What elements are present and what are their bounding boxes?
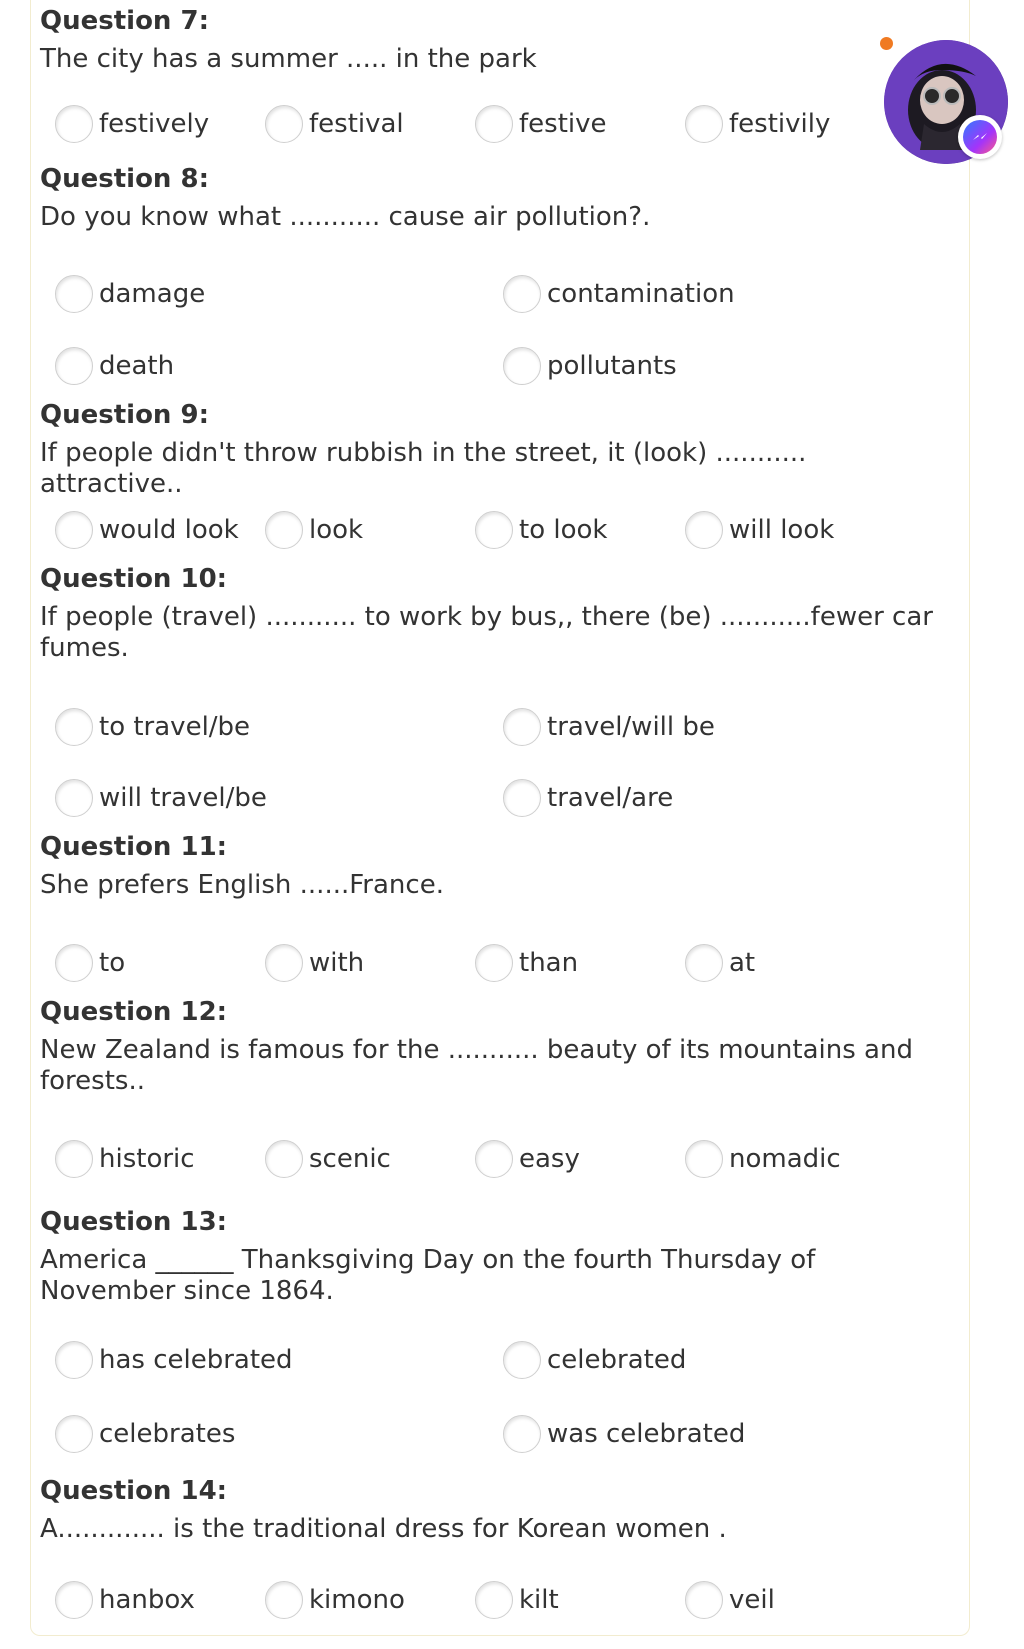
- option-radio[interactable]: [265, 1580, 405, 1620]
- question-text: If people didn't throw rubbish in the street, it (look) ........... attractive..: [40, 438, 807, 499]
- option-label: celebrated: [547, 1345, 687, 1375]
- radio-button[interactable]: [265, 1140, 303, 1178]
- radio-button[interactable]: [503, 708, 541, 746]
- radio-button[interactable]: [55, 1415, 93, 1453]
- radio-button[interactable]: [55, 944, 93, 982]
- option-radio[interactable]: [265, 1139, 391, 1179]
- option-radio[interactable]: [55, 1414, 235, 1454]
- option-label: damage: [99, 279, 206, 309]
- option-radio[interactable]: [503, 1414, 745, 1454]
- chat-head[interactable]: [884, 40, 1014, 170]
- radio-button[interactable]: [475, 1140, 513, 1178]
- radio-button[interactable]: [55, 1140, 93, 1178]
- radio-button[interactable]: [55, 708, 93, 746]
- option-radio[interactable]: [55, 1340, 293, 1380]
- option-label: hanbox: [99, 1585, 195, 1615]
- option-label: scenic: [309, 1144, 391, 1174]
- option-label: death: [99, 351, 175, 381]
- radio-button[interactable]: [503, 779, 541, 817]
- option-label: would look: [99, 515, 239, 545]
- option-radio[interactable]: [55, 707, 250, 747]
- option-label: travel/will be: [547, 712, 715, 742]
- option-label: kilt: [519, 1585, 559, 1615]
- option-radio[interactable]: [55, 346, 174, 386]
- messenger-bolt-icon: [970, 127, 990, 147]
- radio-button[interactable]: [475, 1581, 513, 1619]
- option-radio[interactable]: [55, 1580, 195, 1620]
- question-title: Question 13:: [40, 1207, 228, 1237]
- option-label: with: [309, 948, 365, 978]
- option-radio[interactable]: [475, 1580, 559, 1620]
- option-label: veil: [729, 1585, 775, 1615]
- radio-button[interactable]: [503, 347, 541, 385]
- option-label: to look: [519, 515, 608, 545]
- radio-button[interactable]: [55, 779, 93, 817]
- quiz-container: [30, 0, 970, 1636]
- option-radio[interactable]: [475, 510, 607, 550]
- option-radio[interactable]: [503, 274, 735, 314]
- radio-button[interactable]: [685, 1140, 723, 1178]
- radio-button[interactable]: [503, 1341, 541, 1379]
- messenger-icon: [963, 120, 997, 154]
- option-label: travel/are: [547, 783, 674, 813]
- question-title: Question 9:: [40, 400, 209, 430]
- radio-button[interactable]: [265, 511, 303, 549]
- option-label: will look: [729, 515, 835, 545]
- option-radio[interactable]: [685, 510, 834, 550]
- option-radio[interactable]: [265, 510, 363, 550]
- option-label: festival: [309, 109, 404, 139]
- radio-button[interactable]: [685, 511, 723, 549]
- option-radio[interactable]: [503, 707, 715, 747]
- option-label: pollutants: [547, 351, 677, 381]
- option-label: nomadic: [729, 1144, 841, 1174]
- radio-button[interactable]: [55, 511, 93, 549]
- radio-button[interactable]: [503, 1415, 541, 1453]
- radio-button[interactable]: [55, 1341, 93, 1379]
- option-label: to: [99, 948, 126, 978]
- option-radio[interactable]: [55, 274, 205, 314]
- radio-button[interactable]: [265, 105, 303, 143]
- radio-button[interactable]: [55, 105, 93, 143]
- radio-button[interactable]: [55, 275, 93, 313]
- option-radio[interactable]: [475, 943, 578, 983]
- radio-button[interactable]: [685, 944, 723, 982]
- option-label: was celebrated: [547, 1419, 746, 1449]
- option-radio[interactable]: [503, 1340, 686, 1380]
- option-label: celebrates: [99, 1419, 236, 1449]
- option-radio[interactable]: [55, 778, 267, 818]
- option-label: contamination: [547, 279, 735, 309]
- messenger-badge: [958, 115, 1002, 159]
- option-radio[interactable]: [55, 510, 239, 550]
- question-text: If people (travel) ........... to work by bus,, there (be) ...........fewer car fumes.: [40, 602, 933, 663]
- option-radio[interactable]: [265, 943, 364, 983]
- option-label: kimono: [309, 1585, 405, 1615]
- option-radio[interactable]: [685, 104, 830, 144]
- radio-button[interactable]: [475, 944, 513, 982]
- option-radio[interactable]: [685, 1580, 775, 1620]
- option-radio[interactable]: [265, 104, 404, 144]
- question-title: Question 14:: [40, 1476, 228, 1506]
- option-label: will travel/be: [99, 783, 267, 813]
- option-label: at: [729, 948, 756, 978]
- option-radio[interactable]: [55, 104, 209, 144]
- radio-button[interactable]: [685, 1581, 723, 1619]
- question-title: Question 8:: [40, 164, 209, 194]
- question-title: Question 11:: [40, 832, 228, 862]
- question-text: Do you know what ........... cause air pollution?.: [40, 202, 651, 232]
- radio-button[interactable]: [475, 105, 513, 143]
- radio-button[interactable]: [55, 1581, 93, 1619]
- radio-button[interactable]: [265, 944, 303, 982]
- radio-button[interactable]: [475, 511, 513, 549]
- option-label: to travel/be: [99, 712, 251, 742]
- question-text: America ______ Thanksgiving Day on the fourth Thursday of November since 1864.: [40, 1245, 816, 1306]
- option-radio[interactable]: [55, 1139, 195, 1179]
- option-label: look: [309, 515, 364, 545]
- option-label: festively: [99, 109, 210, 139]
- question-title: Question 12:: [40, 997, 228, 1027]
- option-radio[interactable]: [503, 346, 677, 386]
- option-label: festivily: [729, 109, 831, 139]
- option-label: than: [519, 948, 579, 978]
- option-radio[interactable]: [475, 1139, 580, 1179]
- question-text: She prefers English ......France.: [40, 870, 444, 900]
- radio-button[interactable]: [685, 105, 723, 143]
- question-title: Question 10:: [40, 564, 228, 594]
- radio-button[interactable]: [265, 1581, 303, 1619]
- option-radio[interactable]: [55, 943, 125, 983]
- question-text: The city has a summer ..... in the park: [40, 44, 537, 74]
- option-radio[interactable]: [503, 778, 673, 818]
- radio-button[interactable]: [503, 275, 541, 313]
- question-title: Question 7:: [40, 6, 209, 36]
- option-label: festive: [519, 109, 607, 139]
- option-radio[interactable]: [475, 104, 607, 144]
- option-radio[interactable]: [685, 943, 755, 983]
- option-radio[interactable]: [685, 1139, 841, 1179]
- option-label: historic: [99, 1144, 195, 1174]
- radio-button[interactable]: [55, 347, 93, 385]
- question-text: A............. is the traditional dress for Korean women .: [40, 1514, 727, 1544]
- option-label: easy: [519, 1144, 580, 1174]
- question-text: New Zealand is famous for the ........... beauty of its mountains and forests..: [40, 1035, 913, 1096]
- option-label: has celebrated: [99, 1345, 293, 1375]
